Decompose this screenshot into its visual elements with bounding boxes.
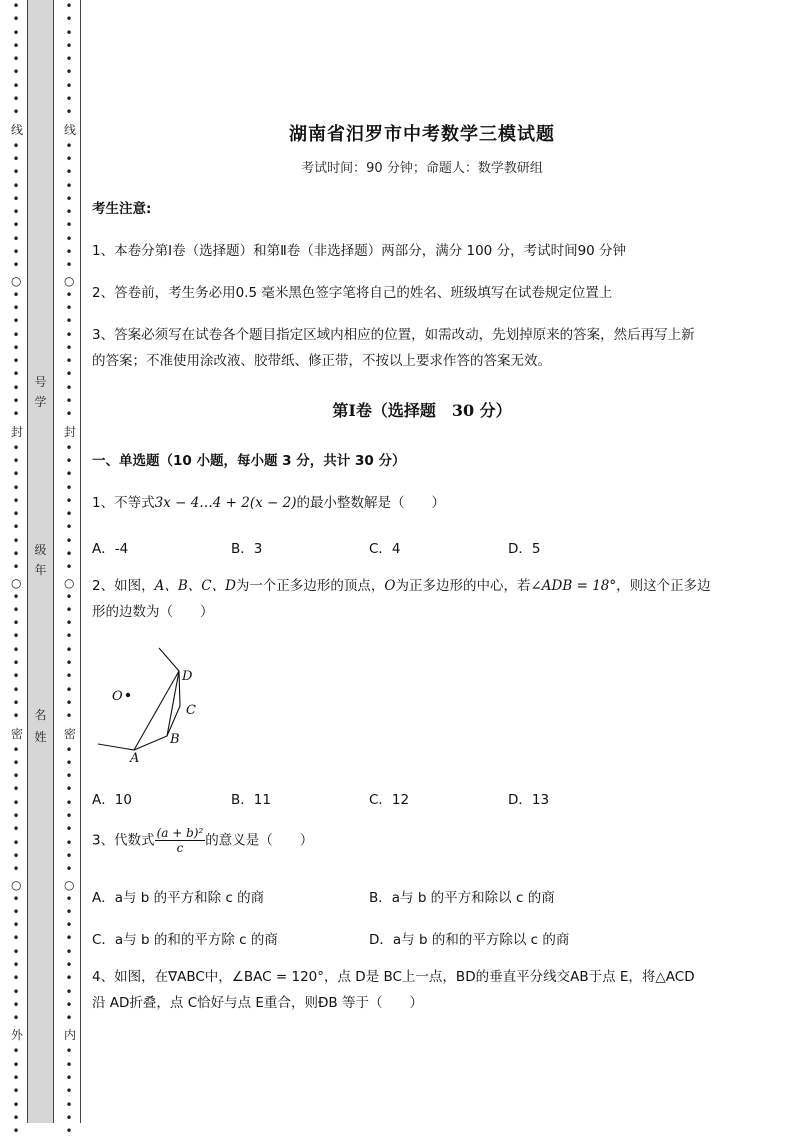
q2-text: 为一个正多边形的顶点，: [235, 578, 385, 594]
cut-dot: •: [12, 1110, 20, 1125]
cut-dot: •: [65, 709, 73, 724]
cut-line-label: 封: [11, 424, 24, 439]
margin-border-line: [80, 0, 81, 1123]
cut-dot: •: [65, 493, 73, 508]
cut-dot: •: [12, 533, 20, 548]
q2-option-c: C．12: [369, 792, 410, 808]
cut-line-label: 封: [64, 424, 77, 439]
cut-dot: •: [65, 918, 73, 933]
cut-dot: •: [12, 1057, 20, 1072]
cut-dot: •: [12, 340, 20, 355]
q3-denominator: c: [176, 841, 184, 855]
q3-option-b: B．a与 b 的平方和除以 c 的商: [369, 890, 555, 906]
cut-dot: •: [12, 300, 20, 315]
cut-dot: •: [65, 669, 73, 684]
label-c: C: [186, 703, 196, 718]
cut-dot: •: [12, 287, 20, 302]
q1-option-b: B．3: [231, 541, 263, 557]
q1-suffix: 的最小整数解是（ ）: [296, 495, 445, 511]
cut-dot: •: [12, 835, 20, 850]
cut-dot: •: [12, 891, 20, 906]
q2-center: O: [384, 578, 396, 594]
cut-dot: •: [12, 440, 20, 455]
cut-dot: •: [12, 25, 20, 40]
cut-dot: •: [12, 191, 20, 206]
question-4-cont: 沿 AD折叠，点 C恰好与点 E重合，则ÐB 等于（ ）: [92, 995, 423, 1011]
question-3: [92, 826, 752, 855]
q1-option-d: D．5: [508, 541, 541, 557]
cut-dot: •: [65, 695, 73, 710]
q2-option-a: A．10: [92, 792, 132, 808]
cut-dot: •: [65, 231, 73, 246]
cut-dot: •: [65, 92, 73, 107]
cut-dot: •: [65, 602, 73, 617]
q3-fraction: [155, 826, 206, 855]
cut-dot: •: [12, 507, 20, 522]
cut-dot: •: [12, 755, 20, 770]
cut-dot: •: [65, 997, 73, 1012]
right-dotted-cut-line: [64, 0, 77, 1139]
cut-dot: •: [65, 769, 73, 784]
student-info-strip: [27, 0, 54, 1123]
cut-dot: •: [12, 453, 20, 468]
cut-dot: •: [65, 191, 73, 206]
cut-dot: •: [12, 546, 20, 561]
strip-label: 姓: [34, 730, 47, 744]
cut-dot: •: [65, 1057, 73, 1072]
cut-dot: •: [12, 327, 20, 342]
q1-option-a: A．-4: [92, 541, 129, 557]
cut-dot: •: [12, 560, 20, 575]
left-dotted-cut-line: [11, 0, 24, 1139]
cut-dot: •: [12, 1097, 20, 1112]
cut-dot: •: [12, 394, 20, 409]
cut-dot: •: [65, 1097, 73, 1112]
cut-dot: •: [65, 245, 73, 260]
q2-text: 2、如图，: [92, 578, 155, 594]
q2-text: 为正多边形的中心，若: [395, 578, 531, 594]
section-title: 第Ⅰ卷（选择题 30 分）: [332, 401, 512, 420]
cut-dot: •: [65, 795, 73, 810]
notice-item-3-cont: 的答案；不准使用涂改液、胶带纸、修正带，不按以上要求作答的答案无效。: [92, 353, 551, 369]
cut-dot: •: [65, 367, 73, 382]
cut-dot: •: [12, 931, 20, 946]
part-heading: 一、单选题（10 小题，每小题 3 分，共计 30 分）: [92, 453, 406, 469]
cut-dot: •: [12, 520, 20, 535]
cut-dot: •: [12, 258, 20, 273]
cut-circle: ○: [11, 575, 22, 590]
cut-dot: •: [12, 1044, 20, 1059]
cut-dot: •: [12, 231, 20, 246]
cut-dot: •: [12, 105, 20, 120]
cut-dot: •: [65, 178, 73, 193]
q2-option-b: B．11: [231, 792, 271, 808]
cut-dot: •: [12, 795, 20, 810]
cut-dot: •: [65, 742, 73, 757]
strip-label: 级: [34, 543, 47, 557]
cut-dot: •: [12, 480, 20, 495]
page-title: 湖南省汨罗市中考数学三模试题: [289, 124, 555, 145]
cut-dot: •: [12, 984, 20, 999]
q1-expression: 3x − 4…4 + 2(x − 2): [154, 495, 297, 511]
cut-dot: •: [65, 984, 73, 999]
cut-dot: •: [12, 769, 20, 784]
cut-dot: •: [12, 1084, 20, 1099]
binding-margin: [0, 0, 82, 1139]
cut-dot: •: [65, 520, 73, 535]
cut-dot: •: [65, 38, 73, 53]
notice-heading: 考生注意:: [92, 201, 152, 217]
cut-dot: •: [65, 755, 73, 770]
q3-numerator: (a + b)²: [156, 826, 204, 840]
cut-dot: •: [12, 589, 20, 604]
cut-dot: •: [12, 367, 20, 382]
cut-dot: •: [65, 327, 73, 342]
cut-dot: •: [12, 904, 20, 919]
cut-circle: ○: [64, 273, 75, 288]
cut-dot: •: [65, 1044, 73, 1059]
cut-dot: •: [12, 742, 20, 757]
cut-dot: •: [12, 616, 20, 631]
cut-dot: •: [65, 642, 73, 657]
q2-angle: ∠ADB = 18°: [530, 578, 617, 594]
cut-dot: •: [12, 380, 20, 395]
cut-dot: •: [65, 1011, 73, 1026]
q3-option-d: D．a与 b 的和的平方除以 c 的商: [369, 932, 570, 948]
cut-dot: •: [65, 65, 73, 80]
strip-label: 名: [34, 708, 47, 722]
question-4: 4、如图，在∇ABC中，∠BAC = 120°，点 D是 BC上一点，BD的垂直平分线交AB于点 E，将△ACD: [92, 969, 695, 985]
q2-text: ，则这个正多边: [616, 578, 711, 594]
cut-dot: •: [12, 205, 20, 220]
cut-dot: •: [65, 52, 73, 67]
cut-dot: •: [65, 467, 73, 482]
cut-dot: •: [12, 467, 20, 482]
notice-item-1: 1、本卷分第Ⅰ卷（选择题）和第Ⅱ卷（非选择题）两部分，满分 100 分，考试时间90 分钟: [92, 243, 627, 259]
cut-dot: •: [65, 629, 73, 644]
cut-line-label: 内: [64, 1028, 77, 1043]
exam-subtitle: 考试时间：90 分钟；命题人：数学教研组: [301, 161, 543, 176]
strip-label: 学: [34, 395, 47, 409]
cut-dot: •: [65, 546, 73, 561]
cut-dot: •: [12, 602, 20, 617]
q3-suffix: 的意义是（ ）: [205, 832, 314, 849]
cut-dot: •: [65, 138, 73, 153]
cut-dot: •: [12, 245, 20, 260]
q2-option-d: D．13: [508, 792, 550, 808]
cut-dot: •: [65, 904, 73, 919]
cut-dot: •: [65, 971, 73, 986]
cut-dot: •: [12, 52, 20, 67]
cut-dot: •: [12, 165, 20, 180]
cut-dot: •: [65, 12, 73, 27]
cut-dot: •: [12, 92, 20, 107]
cut-dot: •: [12, 656, 20, 671]
question-1: [92, 490, 752, 516]
cut-dot: •: [12, 669, 20, 684]
cut-dot: •: [12, 1011, 20, 1026]
cut-dot: •: [12, 682, 20, 697]
cut-dot: •: [12, 407, 20, 422]
cut-dot: •: [65, 891, 73, 906]
cut-dot: •: [12, 971, 20, 986]
cut-dot: •: [12, 822, 20, 837]
cut-line-label: 密: [64, 726, 77, 741]
label-a: A: [130, 751, 140, 766]
cut-dot: •: [65, 809, 73, 824]
cut-dot: •: [12, 218, 20, 233]
question-2: [92, 573, 752, 599]
cut-circle: ○: [11, 877, 22, 892]
cut-dot: •: [12, 138, 20, 153]
cut-dot: •: [65, 300, 73, 315]
notice-item-3: 3、答案必须写在试卷各个题目指定区域内相应的位置，如需改动，先划掉原来的答案，然后再写上新: [92, 327, 695, 343]
cut-dot: •: [65, 589, 73, 604]
cut-dot: •: [12, 1124, 20, 1139]
cut-dot: •: [65, 560, 73, 575]
cut-dot: •: [12, 918, 20, 933]
center-point: [126, 693, 130, 697]
cut-dot: •: [65, 1071, 73, 1086]
cut-dot: •: [65, 822, 73, 837]
notice-item-2: 2、答卷前，考生务必用0.5 毫米黑色签字笔将自己的姓名、班级填写在试卷规定位置上: [92, 285, 613, 301]
polygon-figure: [92, 640, 222, 770]
cut-dot: •: [12, 151, 20, 166]
cut-dot: •: [65, 407, 73, 422]
label-b: B: [170, 732, 180, 747]
cut-dot: •: [65, 1124, 73, 1139]
cut-dot: •: [12, 65, 20, 80]
cut-dot: •: [65, 835, 73, 850]
cut-dot: •: [65, 862, 73, 877]
cut-dot: •: [65, 287, 73, 302]
cut-dot: •: [65, 848, 73, 863]
cut-dot: •: [65, 507, 73, 522]
cut-dot: •: [65, 354, 73, 369]
cut-dot: •: [12, 809, 20, 824]
question-2-cont: 形的边数为（ ）: [92, 604, 214, 620]
label-o: O: [112, 689, 123, 704]
cut-dot: •: [65, 1084, 73, 1099]
cut-dot: •: [65, 782, 73, 797]
cut-circle: ○: [11, 273, 22, 288]
cut-dot: •: [65, 958, 73, 972]
cut-dot: •: [65, 656, 73, 671]
cut-dot: •: [12, 178, 20, 193]
cut-dot: •: [65, 480, 73, 495]
q2-points: A、B、C、D: [154, 578, 236, 594]
cut-dot: •: [65, 105, 73, 120]
cut-dot: •: [65, 682, 73, 697]
cut-dot: •: [12, 12, 20, 27]
cut-dot: •: [12, 958, 20, 972]
q3-prefix: 3、代数式: [92, 832, 155, 849]
cut-dot: •: [65, 533, 73, 548]
cut-dot: •: [12, 314, 20, 329]
q3-option-a: A．a与 b 的平方和除 c 的商: [92, 890, 265, 906]
cut-dot: •: [12, 78, 20, 93]
cut-dot: •: [12, 709, 20, 724]
q1-prefix: 1、不等式: [92, 495, 155, 511]
cut-dot: •: [12, 862, 20, 877]
cut-dot: •: [65, 0, 73, 13]
cut-line-label: 外: [11, 1028, 24, 1043]
cut-dot: •: [65, 1110, 73, 1125]
cut-dot: •: [12, 997, 20, 1012]
cut-dot: •: [12, 782, 20, 797]
cut-dot: •: [12, 695, 20, 710]
cut-dot: •: [12, 38, 20, 53]
cut-dot: •: [12, 0, 20, 13]
cut-dot: •: [12, 629, 20, 644]
cut-dot: •: [65, 258, 73, 273]
q3-option-c: C．a与 b 的和的平方除 c 的商: [92, 932, 278, 948]
cut-dot: •: [65, 78, 73, 93]
cut-dot: •: [65, 151, 73, 166]
strip-label: 号: [34, 375, 47, 389]
cut-dot: •: [12, 493, 20, 508]
cut-dot: •: [12, 642, 20, 657]
cut-dot: •: [65, 616, 73, 631]
cut-dot: •: [65, 165, 73, 180]
label-d: D: [182, 669, 193, 684]
cut-dot: •: [12, 1071, 20, 1086]
q1-option-c: C．4: [369, 541, 401, 557]
cut-line-label: 线: [64, 122, 77, 137]
cut-dot: •: [65, 340, 73, 355]
cut-dot: •: [65, 453, 73, 468]
cut-dot: •: [12, 944, 20, 959]
cut-circle: ○: [64, 877, 75, 892]
cut-dot: •: [65, 440, 73, 455]
cut-dot: •: [65, 944, 73, 959]
cut-dot: •: [65, 314, 73, 329]
cut-dot: •: [65, 25, 73, 40]
cut-dot: •: [65, 394, 73, 409]
cut-circle: ○: [64, 575, 75, 590]
cut-line-label: 密: [11, 726, 24, 741]
cut-dot: •: [65, 380, 73, 395]
cut-dot: •: [65, 218, 73, 233]
cut-dot: •: [12, 354, 20, 369]
cut-line-label: 线: [11, 122, 24, 137]
cut-dot: •: [65, 931, 73, 946]
cut-dot: •: [65, 205, 73, 220]
strip-label: 年: [34, 563, 47, 577]
cut-dot: •: [12, 848, 20, 863]
